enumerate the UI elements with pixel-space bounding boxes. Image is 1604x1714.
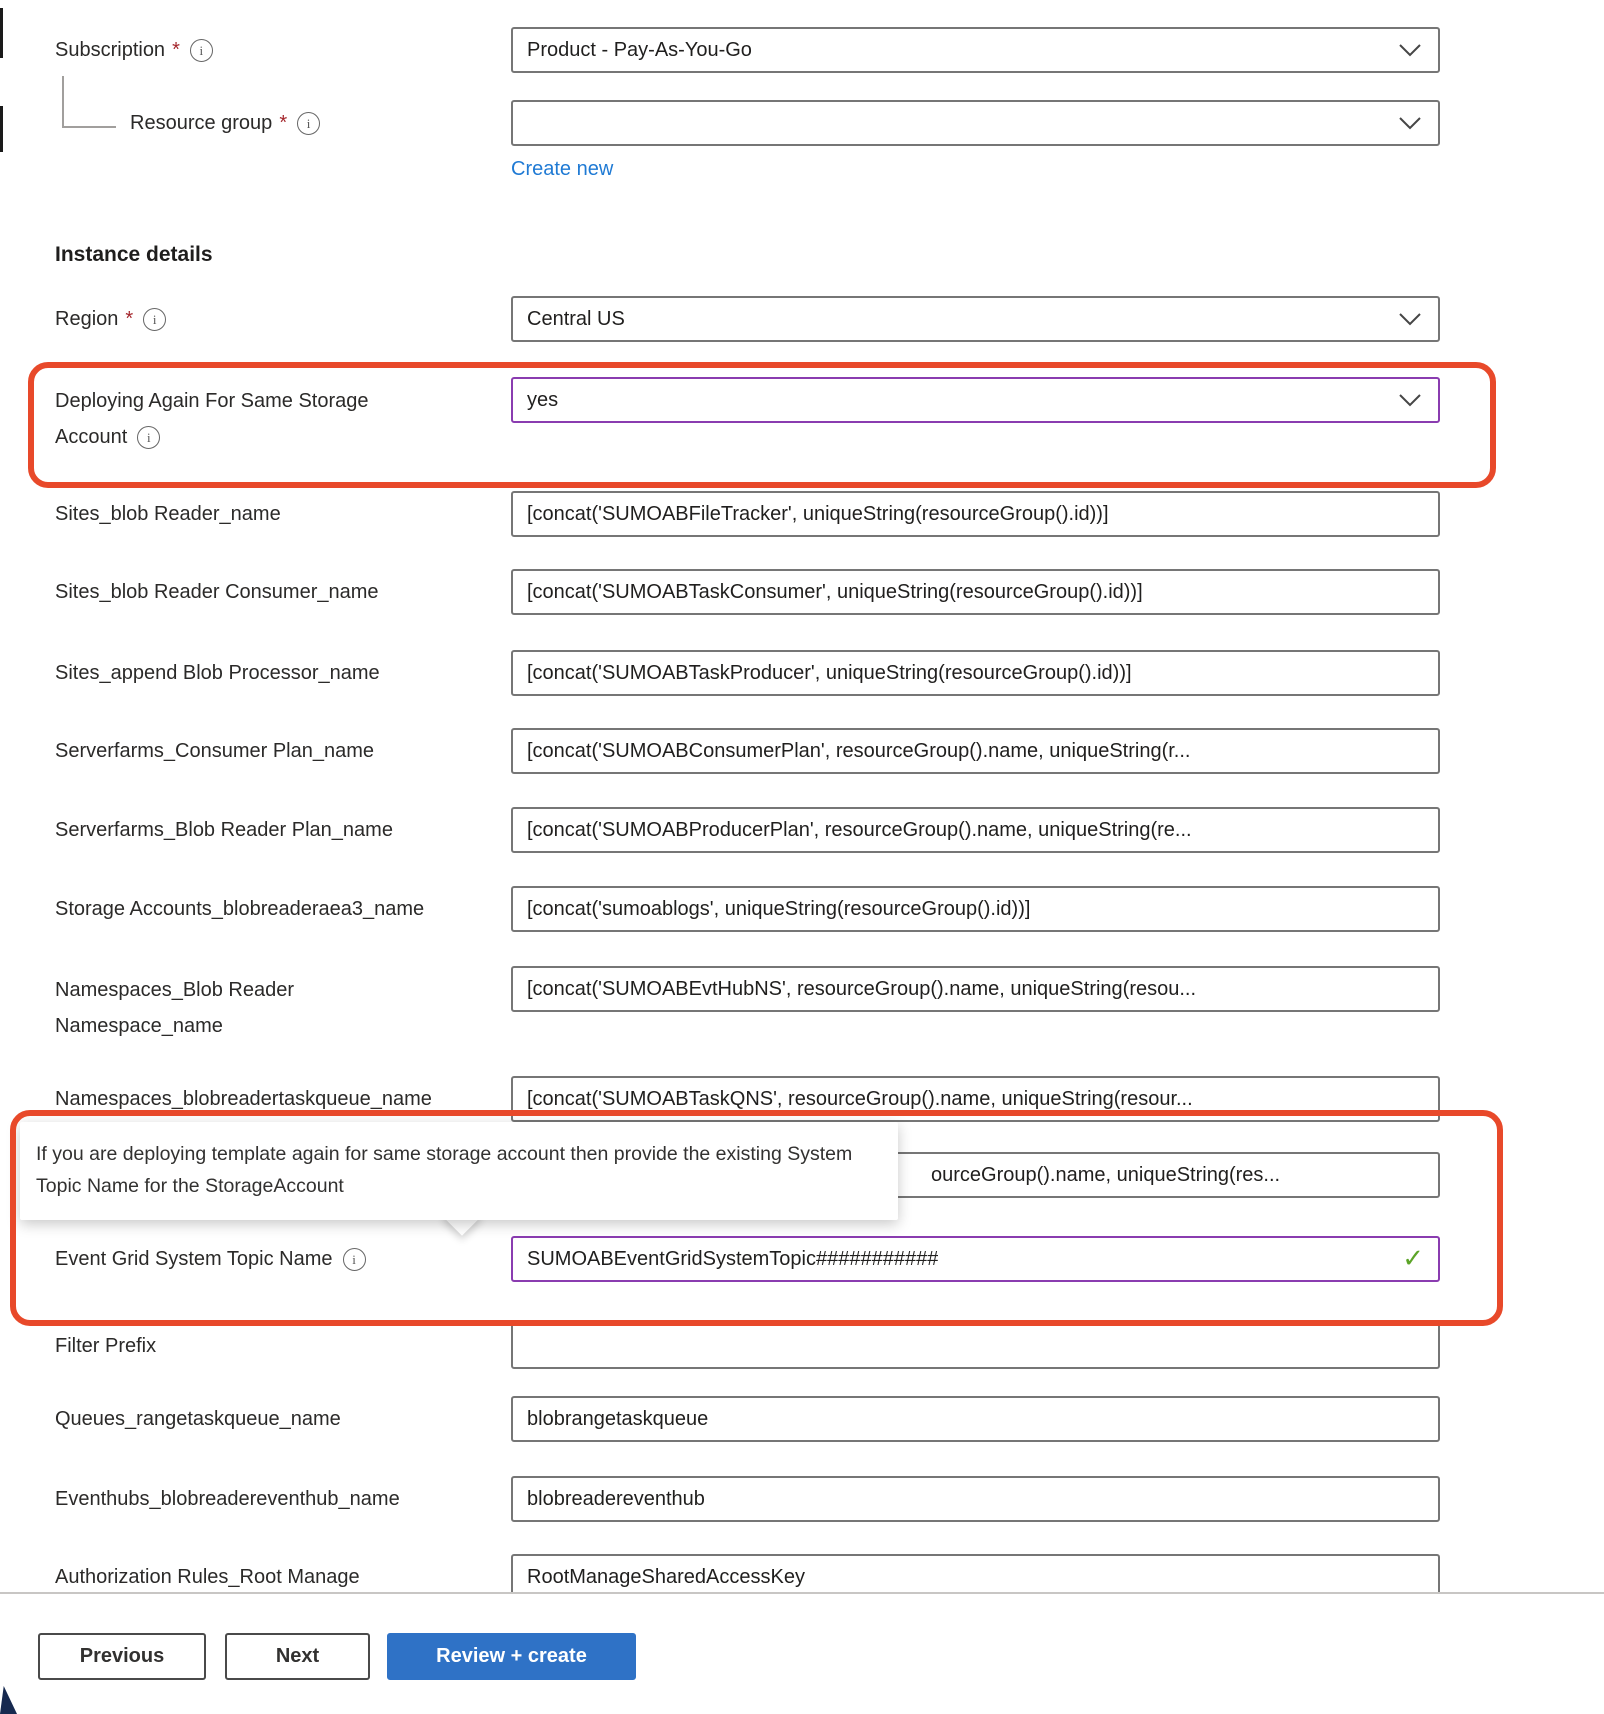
filter-prefix-label xyxy=(55,1334,156,1358)
deploying-again-for-same-storage-account-label-text: Deploying Again For Same Storage Account xyxy=(55,390,369,448)
region-dropdown[interactable] xyxy=(511,296,1440,342)
screenshot-edge-artifact xyxy=(0,8,3,58)
namespaces-blobreadertaskqueue-name-value: [concat('SUMOABTaskQNS', resourceGroup().name, uniqueString(resour... xyxy=(527,1087,1193,1110)
namespaces-blobreadertaskqueue-name-label xyxy=(55,1087,432,1111)
serverfarms-consumer-plan-name-value: [concat('SUMOABConsumerPlan', resourceGroup().name, uniqueString(r... xyxy=(527,739,1191,762)
eventhubs-blobreadereventhub-name-input[interactable] xyxy=(511,1476,1440,1522)
subscription-value: Product - Pay-As-You-Go xyxy=(527,38,752,61)
storage-accounts-blobreaderaea3-name-input[interactable] xyxy=(511,886,1440,932)
filter-prefix-input[interactable] xyxy=(511,1323,1440,1369)
required-asterisk: * xyxy=(125,308,134,330)
resource-group-dropdown[interactable] xyxy=(511,100,1440,146)
review-create-button[interactable]: Review + create xyxy=(387,1633,636,1680)
sites-append-blob-processor-name-value: [concat('SUMOABTaskProducer', uniqueString(resourceGroup().id))] xyxy=(527,661,1132,684)
deploying-again-for-same-storage-account-dropdown[interactable] xyxy=(511,377,1440,423)
subscription-dropdown[interactable] xyxy=(511,27,1440,73)
sites-blob-reader-consumer-name-value: [concat('SUMOABTaskConsumer', uniqueString(resourceGroup().id))] xyxy=(527,580,1143,603)
screenshot-edge-artifact xyxy=(0,106,3,152)
valid-check-icon: ✓ xyxy=(1402,1242,1424,1273)
sites-blob-reader-name-value: [concat('SUMOABFileTracker', uniqueString(resourceGroup().id))] xyxy=(527,502,1109,525)
serverfarms-blob-reader-plan-name-label-text: Serverfarms_Blob Reader Plan_name xyxy=(55,819,393,841)
namespaces-blob-reader-namespace-name-label xyxy=(55,972,294,1044)
eventhubs-blobreadereventhub-name-value: blobreadereventhub xyxy=(527,1487,705,1510)
info-icon[interactable]: i xyxy=(343,1248,366,1271)
namespaces-blobreadertaskqueue-name-label-text: Namespaces_blobreadertaskqueue_name xyxy=(55,1088,432,1110)
region-label xyxy=(55,307,166,331)
queues-rangetaskqueue-name-input[interactable] xyxy=(511,1396,1440,1442)
deploying-again-for-same-storage-account-value: yes xyxy=(527,388,559,411)
queues-rangetaskqueue-name-label xyxy=(55,1407,341,1431)
info-icon[interactable]: i xyxy=(190,39,213,62)
partially-hidden-field-value: ourceGroup().name, uniqueString(res... xyxy=(931,1163,1281,1186)
chevron-down-icon xyxy=(1398,116,1422,130)
serverfarms-consumer-plan-name-label-text: Serverfarms_Consumer Plan_name xyxy=(55,740,375,762)
eventhubs-blobreadereventhub-name-label-text: Eventhubs_blobreadereventhub_name xyxy=(55,1488,400,1510)
eventhubs-blobreadereventhub-name-label xyxy=(55,1487,400,1511)
next-button[interactable]: Next xyxy=(225,1633,370,1680)
create-new-link[interactable]: Create new xyxy=(511,158,614,180)
sites-blob-reader-name-input[interactable] xyxy=(511,491,1440,537)
serverfarms-blob-reader-plan-name-value: [concat('SUMOABProducerPlan', resourceGroup().name, uniqueString(re... xyxy=(527,818,1192,841)
previous-button[interactable]: Previous xyxy=(38,1633,206,1680)
subscription-resource-group-connector xyxy=(62,76,116,128)
authorization-rules-root-manage-label-text: Authorization Rules_Root Manage xyxy=(55,1566,360,1588)
info-icon[interactable]: i xyxy=(143,308,166,331)
serverfarms-blob-reader-plan-name-input[interactable] xyxy=(511,807,1440,853)
region-label-text: Region xyxy=(55,308,119,330)
queues-rangetaskqueue-name-label-text: Queues_rangetaskqueue_name xyxy=(55,1408,341,1430)
queues-rangetaskqueue-name-value: blobrangetaskqueue xyxy=(527,1407,709,1430)
subscription-label-text: Subscription xyxy=(55,39,166,61)
authorization-rules-root-manage-label xyxy=(55,1565,360,1589)
event-grid-system-topic-name-label xyxy=(55,1247,366,1271)
event-grid-system-topic-name-value: SUMOABEventGridSystemTopic########### xyxy=(527,1247,939,1270)
sites-blob-reader-name-label-text: Sites_blob Reader_name xyxy=(55,503,281,525)
sites-append-blob-processor-name-input[interactable] xyxy=(511,650,1440,696)
region-value: Central US xyxy=(527,307,625,330)
chevron-down-icon xyxy=(1398,393,1422,407)
sites-blob-reader-consumer-name-label xyxy=(55,580,379,604)
required-asterisk: * xyxy=(279,112,288,134)
subscription-label xyxy=(55,38,213,62)
storage-accounts-blobreaderaea3-name-value: [concat('sumoablogs', uniqueString(resourceGroup().id))] xyxy=(527,897,1031,920)
storage-accounts-blobreaderaea3-name-label-text: Storage Accounts_blobreaderaea3_name xyxy=(55,898,425,920)
deploying-again-for-same-storage-account-label xyxy=(55,383,369,455)
footer-bar xyxy=(0,1592,1604,1714)
namespaces-blob-reader-namespace-name-value: [concat('SUMOABEvtHubNS', resourceGroup().name, uniqueString(resou... xyxy=(527,977,1197,1000)
required-asterisk: * xyxy=(172,39,180,61)
tooltip-text: If you are deploying template again for same storage account then provide the existing System Topic Name for the StorageAccount xyxy=(36,1143,853,1197)
namespaces-blobreadertaskqueue-name-input[interactable] xyxy=(511,1076,1440,1122)
event-grid-system-topic-name-label-text: Event Grid System Topic Name xyxy=(55,1248,333,1270)
sites-append-blob-processor-name-label-text: Sites_append Blob Processor_name xyxy=(55,662,380,684)
serverfarms-consumer-plan-name-input[interactable] xyxy=(511,728,1440,774)
sites-blob-reader-consumer-name-label-text: Sites_blob Reader Consumer_name xyxy=(55,581,379,603)
resource-group-label-text: Resource group xyxy=(130,112,273,134)
namespaces-blob-reader-namespace-name-input[interactable] xyxy=(511,966,1440,1012)
event-grid-system-topic-name-input[interactable] xyxy=(511,1236,1440,1282)
storage-accounts-blobreaderaea3-name-label xyxy=(55,897,424,921)
filter-prefix-label-text: Filter Prefix xyxy=(55,1335,157,1357)
footer-divider xyxy=(0,1592,1604,1594)
chevron-down-icon xyxy=(1398,43,1422,57)
serverfarms-blob-reader-plan-name-label xyxy=(55,818,393,842)
info-icon[interactable]: i xyxy=(297,112,320,135)
sites-blob-reader-consumer-name-input[interactable] xyxy=(511,569,1440,615)
namespaces-blob-reader-namespace-name-label-text: Namespaces_Blob Reader Namespace_name xyxy=(55,979,295,1037)
chevron-down-icon xyxy=(1398,312,1422,326)
event-grid-tooltip xyxy=(20,1122,898,1220)
info-icon[interactable]: i xyxy=(137,426,160,449)
sites-blob-reader-name-label xyxy=(55,502,281,526)
authorization-rules-root-manage-value: RootManageSharedAccessKey xyxy=(527,1565,805,1588)
sites-append-blob-processor-name-label xyxy=(55,661,380,685)
resource-group-label xyxy=(130,111,320,135)
instance-details-heading: Instance details xyxy=(55,243,213,266)
serverfarms-consumer-plan-name-label xyxy=(55,739,374,763)
